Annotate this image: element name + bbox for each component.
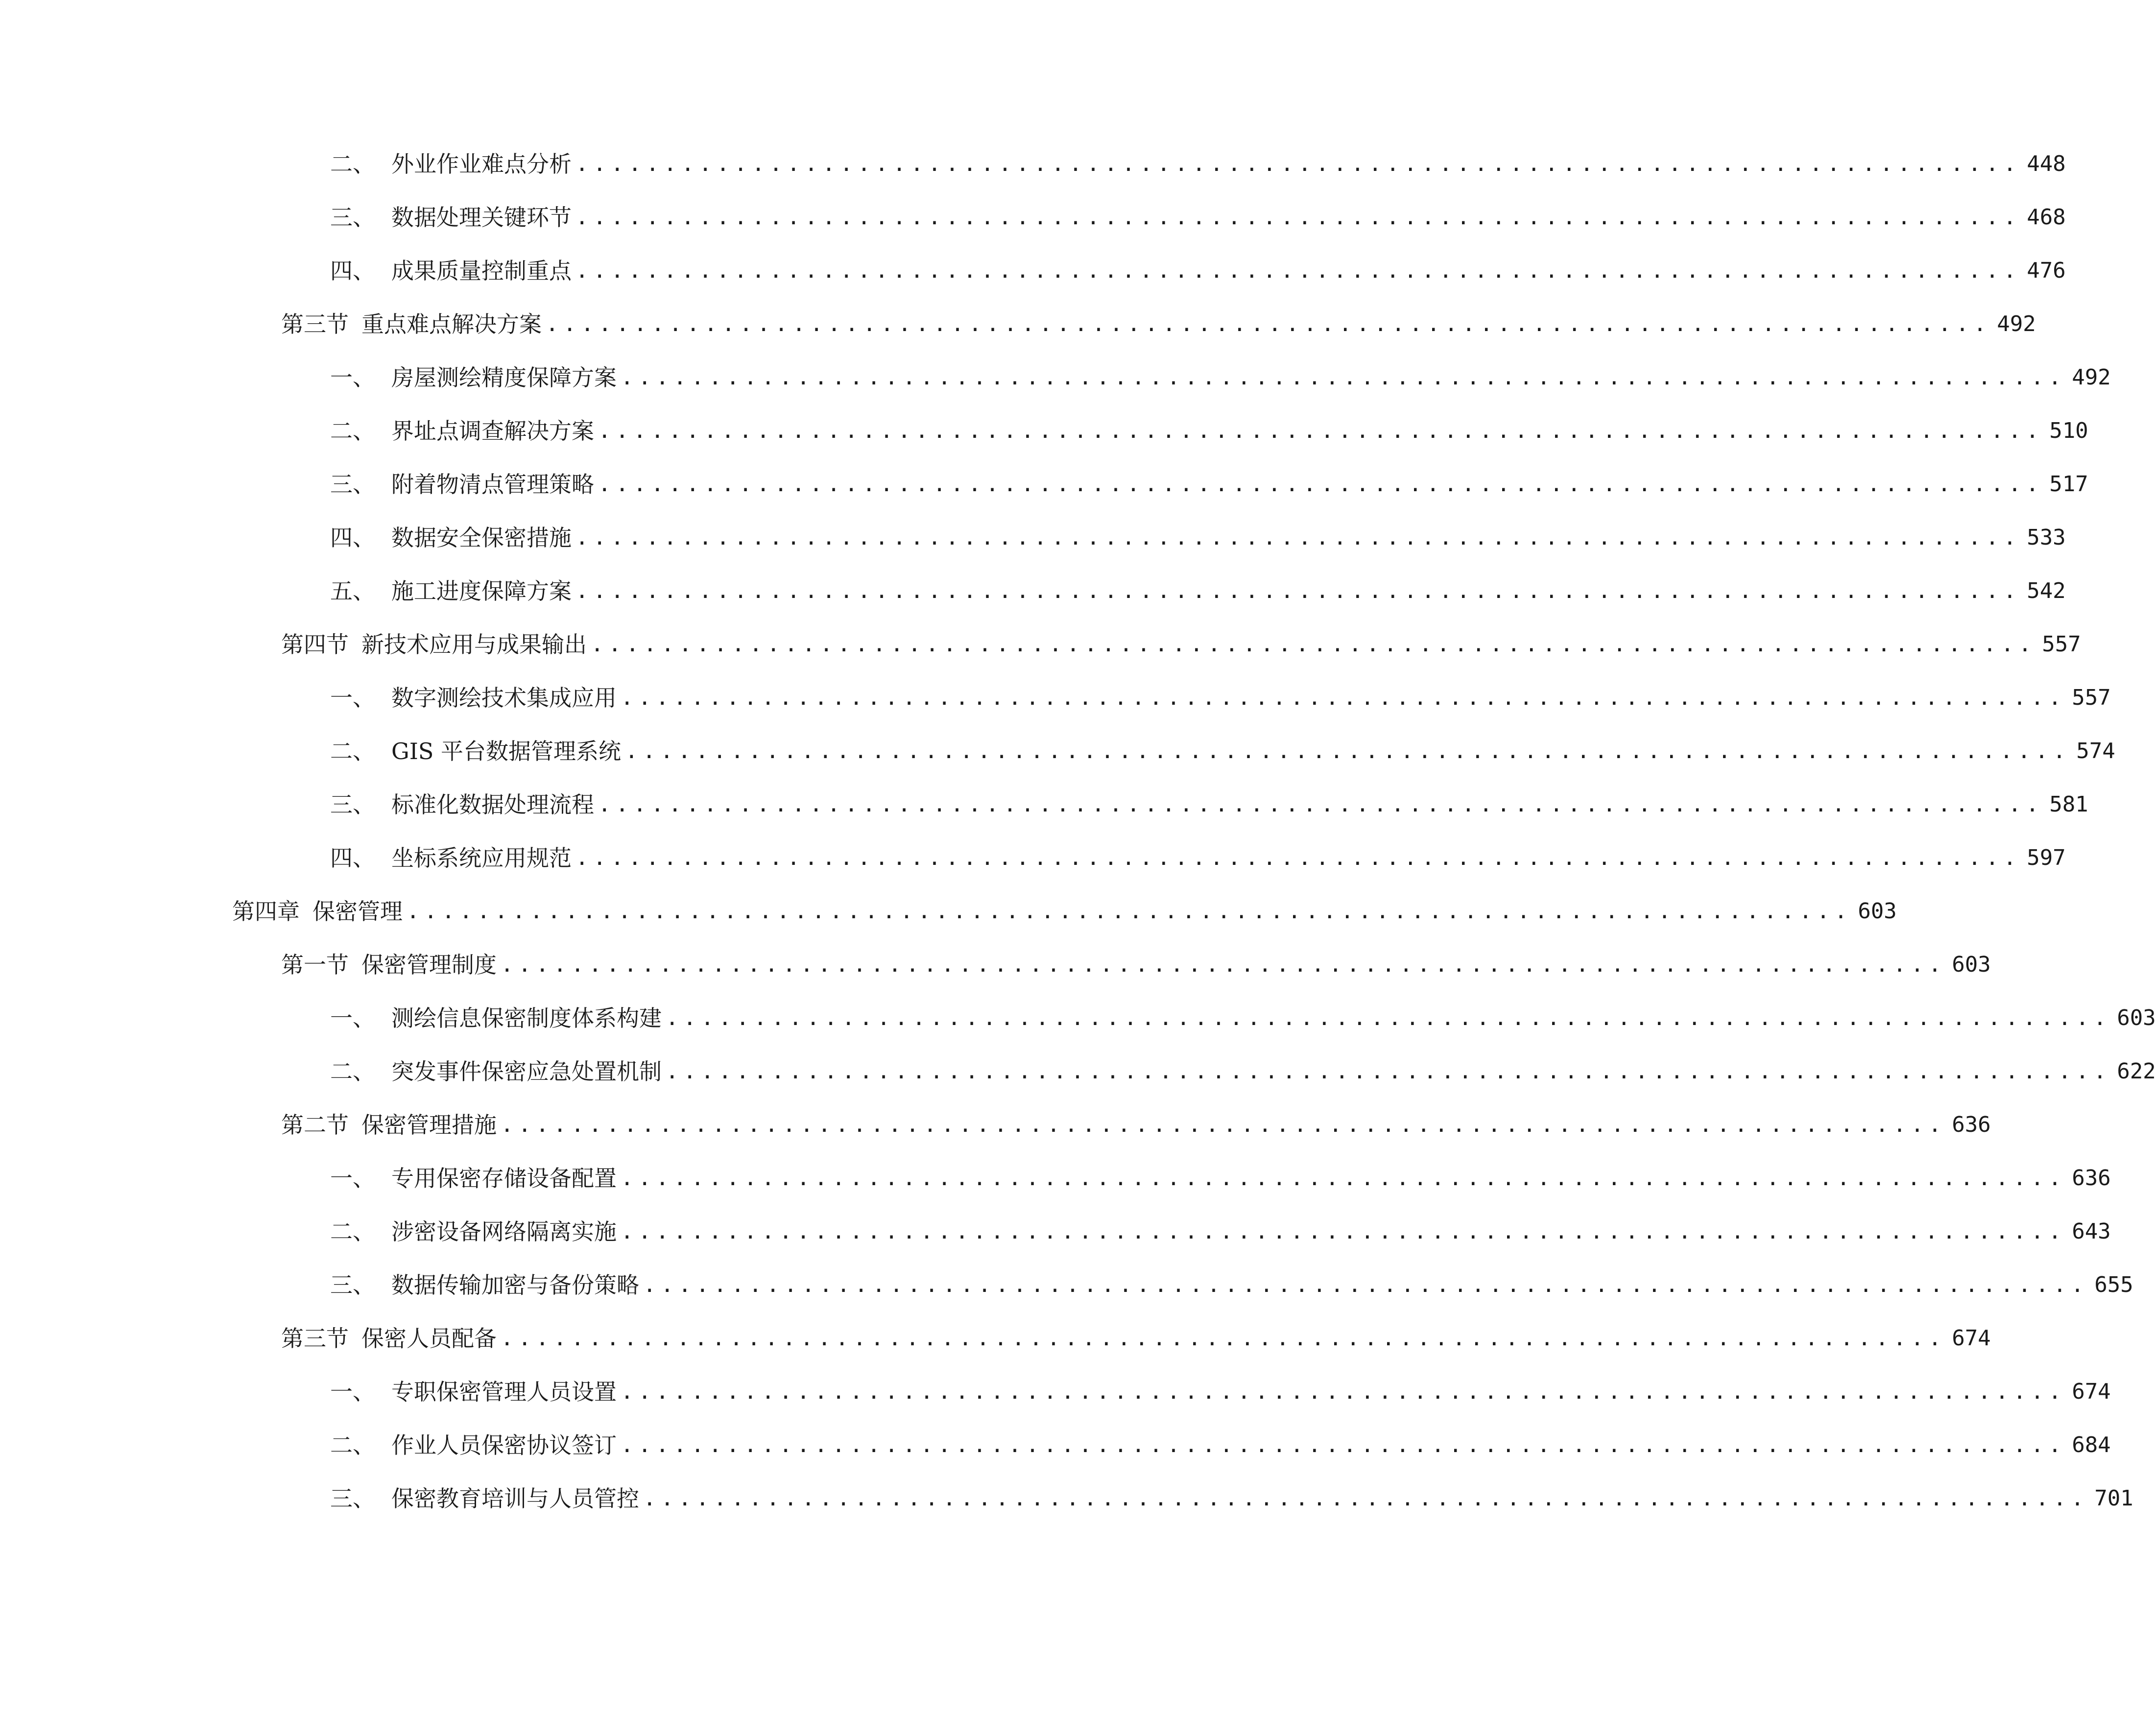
toc-entry-page: 492 (2072, 365, 2111, 390)
toc-entry-number: 一、 (330, 1379, 375, 1405)
toc-entry-page: 517 (2049, 472, 2088, 497)
toc-entry-title: 坐标系统应用规范 (391, 845, 572, 871)
toc-entry-number: 五、 (330, 578, 375, 604)
toc-entry-title: 作业人员保密协议签订 (391, 1432, 617, 1458)
dot-leader: .................................................................................. (575, 845, 2021, 870)
toc-entry-title: 新技术应用与成果输出 (361, 631, 587, 658)
toc-entry-title: 界址点调查解决方案 (391, 418, 594, 444)
toc-entry-number: 第二节 (281, 1112, 349, 1138)
toc-entry-number: 一、 (330, 685, 375, 711)
toc-entry[interactable] (330, 1426, 2111, 1460)
toc-entry-number: 四、 (330, 525, 375, 551)
toc-entry-title: 涉密设备网络隔离实施 (391, 1218, 617, 1245)
dot-leader: .................................................................................. (501, 1112, 1946, 1137)
toc-entry[interactable] (330, 1265, 2133, 1300)
toc-entry-page: 510 (2049, 418, 2088, 443)
toc-entry-number: 第四节 (281, 631, 349, 658)
toc-entry-number: 三、 (330, 1272, 375, 1298)
toc-entry-page: 557 (2072, 685, 2111, 710)
toc-entry-title: 数字测绘技术集成应用 (391, 685, 617, 711)
toc-entry-title: 保密管理措施 (361, 1112, 497, 1138)
toc-entry-page: 603 (2117, 1005, 2156, 1030)
toc-entry[interactable] (281, 625, 2081, 659)
toc-entry-page: 684 (2072, 1432, 2111, 1457)
dot-leader: .................................................................................. (575, 258, 2021, 283)
dot-leader: .................................................................................. (407, 899, 1852, 924)
dot-leader: .................................................................................. (501, 1326, 1946, 1351)
toc-entry-page: 701 (2094, 1486, 2133, 1511)
toc-entry[interactable] (330, 572, 2066, 606)
toc-entry[interactable] (330, 732, 2115, 766)
toc-entry-page: 542 (2027, 578, 2066, 603)
toc-entry-title: 成果质量控制重点 (391, 258, 572, 284)
toc-entry-number: 二、 (330, 1432, 375, 1458)
dot-leader: .................................................................................. (621, 1379, 2066, 1404)
dot-leader: .................................................................................. (546, 311, 1991, 336)
toc-entry[interactable] (330, 1479, 2133, 1513)
toc-entry[interactable] (330, 198, 2066, 232)
toc-entry-title: 外业作业难点分析 (391, 151, 572, 177)
toc-entry-number: 一、 (330, 364, 375, 391)
toc-entry[interactable] (330, 678, 2111, 713)
toc-entry-page: 636 (2072, 1166, 2111, 1191)
toc-entry-number: 第三节 (281, 311, 349, 337)
toc-entry-number: 第三节 (281, 1325, 349, 1352)
dot-leader: .................................................................................. (575, 205, 2021, 230)
toc-entry-number: 三、 (330, 471, 375, 498)
dot-leader: .................................................................................. (575, 525, 2021, 550)
toc-entry-page: 643 (2072, 1219, 2111, 1244)
toc-entry-number: 一、 (330, 1165, 375, 1192)
toc-entry-title: 测绘信息保密制度体系构建 (391, 1005, 662, 1031)
toc-entry-page: 492 (1997, 311, 2036, 336)
dot-leader: .................................................................................. (643, 1272, 2089, 1297)
toc-entry-title: 附着物清点管理策略 (391, 471, 594, 498)
toc-entry-title: 数据传输加密与备份策略 (391, 1272, 639, 1298)
toc-entry-page: 674 (2072, 1379, 2111, 1404)
toc-entry-page: 622 (2117, 1059, 2156, 1084)
toc-entry-number: 二、 (330, 1058, 375, 1085)
toc-entry[interactable] (330, 1212, 2111, 1246)
toc-entry-page: 597 (2027, 845, 2066, 870)
toc-entry-number: 四、 (330, 845, 375, 871)
toc-entry-page: 581 (2049, 792, 2088, 817)
toc-entry-page: 533 (2027, 525, 2066, 550)
toc-entry[interactable] (330, 358, 2111, 392)
toc-entry[interactable] (281, 1105, 1991, 1140)
toc-entry-number: 三、 (330, 204, 375, 231)
dot-leader: .................................................................................. (621, 365, 2066, 390)
toc-entry-page: 636 (1952, 1112, 1991, 1137)
toc-entry-title: 保密人员配备 (361, 1325, 497, 1352)
toc-entry[interactable] (330, 518, 2066, 552)
toc-entry-title: 专用保密存储设备配置 (391, 1165, 617, 1192)
toc-entry-title: 重点难点解决方案 (361, 311, 542, 337)
dot-leader: .................................................................................. (643, 1486, 2089, 1511)
toc-entry[interactable] (232, 892, 1897, 926)
toc-entry-page: 476 (2027, 258, 2066, 283)
toc-entry-page: 468 (2027, 205, 2066, 230)
toc-entry-title: 房屋测绘精度保障方案 (391, 364, 617, 391)
toc-entry[interactable] (281, 1319, 1991, 1353)
toc-entry[interactable] (330, 1052, 2156, 1086)
dot-leader: .................................................................................. (575, 151, 2021, 176)
dot-leader: .................................................................................. (501, 952, 1946, 977)
toc-entry[interactable] (330, 144, 2066, 179)
toc-entry-number: 二、 (330, 151, 375, 177)
toc-entry-number: 三、 (330, 791, 375, 818)
toc-entry-number: 三、 (330, 1485, 375, 1512)
toc-entry[interactable] (281, 305, 2036, 339)
dot-leader: .................................................................................. (666, 1005, 2111, 1030)
toc-entry[interactable] (330, 251, 2066, 286)
toc-entry-number: 二、 (330, 1218, 375, 1245)
toc-entry-number: 一、 (330, 1005, 375, 1031)
dot-leader: .................................................................................. (625, 739, 2071, 764)
toc-entry-title: 突发事件保密应急处置机制 (391, 1058, 662, 1085)
toc-entry-page: 603 (1952, 952, 1991, 977)
toc-entry[interactable] (330, 465, 2088, 499)
toc-entry-page: 448 (2027, 151, 2066, 176)
toc-entry[interactable] (330, 1159, 2111, 1193)
toc-entry-title: 数据处理关键环节 (391, 204, 572, 231)
toc-entry-title: 保密教育培训与人员管控 (391, 1485, 639, 1512)
toc-entry-title: 数据安全保密措施 (391, 525, 572, 551)
toc-entry[interactable] (330, 999, 2156, 1033)
dot-leader: .................................................................................. (598, 792, 2044, 817)
toc-entry-title: GIS 平台数据管理系统 (391, 738, 622, 764)
toc-entry[interactable] (330, 838, 2066, 873)
dot-leader: .................................................................................. (598, 472, 2044, 497)
toc-entry-number: 四、 (330, 258, 375, 284)
toc-entry-title: 标准化数据处理流程 (391, 791, 594, 818)
toc-entry-page: 557 (2042, 632, 2081, 657)
toc-entry[interactable] (281, 945, 1991, 979)
toc-entry-title: 专职保密管理人员设置 (391, 1379, 617, 1405)
toc-entry-page: 574 (2076, 739, 2115, 764)
toc-entry-title: 施工进度保障方案 (391, 578, 572, 604)
toc-entry-title: 保密管理 (312, 898, 403, 925)
toc-entry-number: 二、 (330, 738, 375, 764)
toc-entry-number: 二、 (330, 418, 375, 444)
toc-entry[interactable] (330, 411, 2088, 446)
toc-entry-page: 674 (1952, 1326, 1991, 1351)
toc-entry-page: 603 (1858, 899, 1897, 924)
dot-leader: .................................................................................. (621, 1432, 2066, 1457)
dot-leader: .................................................................................. (598, 418, 2044, 443)
dot-leader: .................................................................................. (666, 1059, 2111, 1084)
dot-leader: .................................................................................. (575, 578, 2021, 603)
toc-entry-page: 655 (2094, 1272, 2133, 1297)
dot-leader: .................................................................................. (621, 1166, 2066, 1191)
toc-entry-title: 保密管理制度 (361, 952, 497, 978)
dot-leader: .................................................................................. (621, 685, 2066, 710)
toc-entry[interactable] (330, 785, 2088, 819)
dot-leader: .................................................................................. (621, 1219, 2066, 1244)
toc-entry[interactable] (330, 1372, 2111, 1407)
toc-entry-number: 第一节 (281, 952, 349, 978)
toc-entry-number: 第四章 (232, 898, 300, 925)
dot-leader: .................................................................................. (591, 632, 2036, 657)
